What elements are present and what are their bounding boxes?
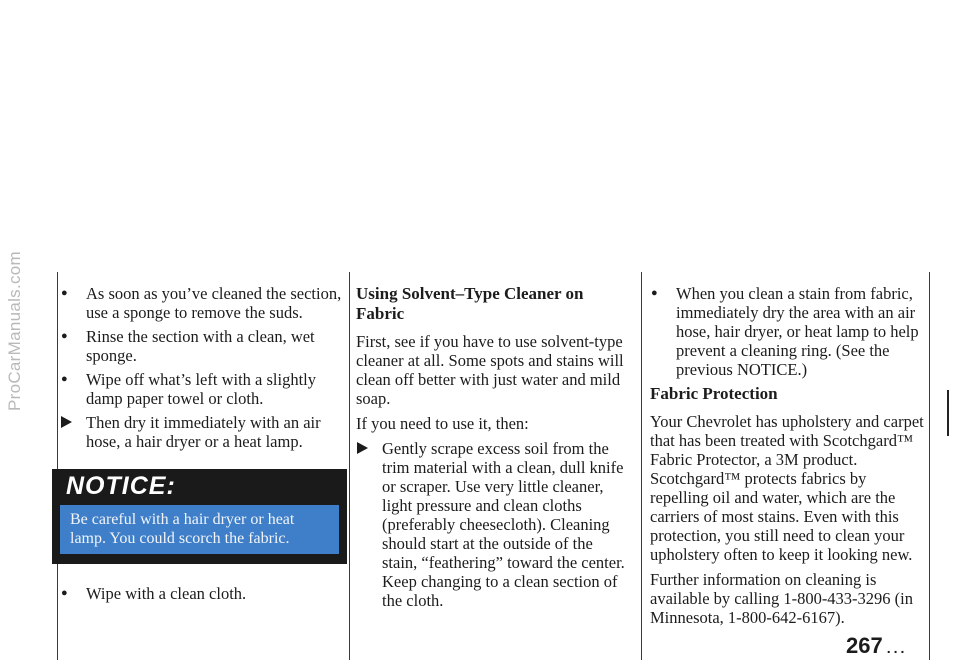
bullet-icon: ● (61, 287, 68, 299)
column-2 (356, 284, 632, 615)
list-item-text: Gently scrape excess soil from the trim material with a clean, dull knife or scraper. Use very little cleaner, light pressure and clean cloths (preferably cheesecloth). Cleaning should start at the outside of the stain, “feathering” toward the center. Keep changing to a clean section of the cloth. (382, 439, 625, 610)
list-item (60, 284, 348, 322)
list-item (60, 370, 348, 408)
list-item-text: When you clean a stain from fabric, immediately dry the area with an air hose, hair dryer, or heat lamp to help prevent a cleaning ring. (See the previous NOTICE.) (676, 284, 919, 379)
page-number (846, 633, 907, 659)
page-number-text: 267 (846, 633, 883, 658)
section-heading: Using Solvent–Type Cleaner on Fabric (356, 284, 584, 323)
column-rule-right (641, 272, 642, 660)
triangle-bullet-icon (357, 442, 368, 454)
column-rule-left (57, 272, 58, 660)
page-dots: ... (886, 640, 908, 656)
list-item (60, 413, 348, 451)
paragraph: Your Chevrolet has upholstery and carpet that has been treated with Scotchgard™ Fabric Protector, a 3M product. Scotchgard™ protects fabrics by repelling oil and water, which are the carriers of most stains. Even with this protection, you still need to clean your upholstery often to keep it looking new. (650, 412, 924, 564)
list-item-text: Then dry it immediately with an air hose, a hair dryer or a heat lamp. (86, 413, 321, 451)
watermark-text: ProCarManuals.com (5, 250, 25, 412)
triangle-bullet-icon (61, 416, 72, 428)
list-item-text: Wipe with a clean cloth. (86, 584, 247, 603)
watermark (2, 0, 28, 662)
column-1 (60, 284, 348, 608)
list-item-text: Rinse the section with a clean, wet sponge. (86, 327, 315, 365)
bullet-icon: ● (61, 373, 68, 385)
list-item (650, 284, 928, 379)
notice-box (52, 469, 347, 564)
margin-change-bar (947, 390, 949, 436)
section-heading: Fabric Protection (650, 384, 778, 403)
notice-body: Be careful with a hair dryer or heat lamp. You could scorch the fabric. (60, 505, 339, 554)
column-rule-far-right (929, 272, 930, 660)
list-item-text: Wipe off what’s left with a slightly damp paper towel or cloth. (86, 370, 316, 408)
bullet-icon: ● (61, 330, 68, 342)
list-item (60, 584, 348, 603)
column-3 (650, 284, 928, 633)
paragraph: If you need to use it, then: (356, 414, 529, 433)
bullet-icon: ● (651, 287, 658, 299)
paragraph: First, see if you have to use solvent-type cleaner at all. Some spots and stains will clean off better with just water and mild soap. (356, 332, 624, 408)
bullet-icon: ● (61, 587, 68, 599)
notice-title: NOTICE: (66, 472, 176, 500)
list-item (356, 439, 632, 610)
paragraph: Further information on cleaning is available by calling 1-800-433-3296 (in Minnesota, 1-800-642-6167). (650, 570, 914, 627)
list-item (60, 327, 348, 365)
list-item-text: As soon as you’ve cleaned the section, use a sponge to remove the suds. (86, 284, 342, 322)
column-rule-middle (349, 272, 350, 660)
